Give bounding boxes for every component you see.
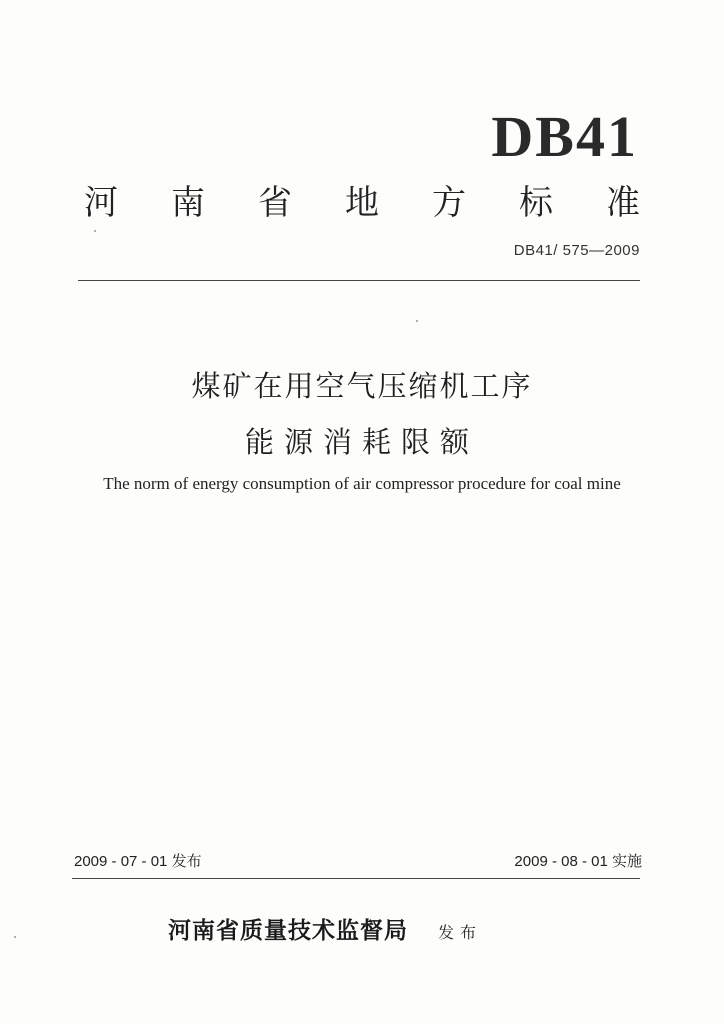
standard-type-char: 标 [519, 183, 553, 223]
standard-number: DB41/ 575—2009 [513, 242, 640, 259]
standard-type-char: 地 [345, 183, 379, 223]
standard-type-title [84, 183, 640, 223]
standard-type-char: 河 [84, 183, 118, 223]
bottom-divider [72, 878, 640, 879]
issue-label: 发布 [438, 923, 483, 942]
standard-type-char: 方 [432, 183, 466, 223]
standard-type-char: 南 [171, 183, 205, 223]
scan-speck [14, 936, 16, 938]
document-title-cn-line1: 煤矿在用空气压缩机工序 [191, 369, 533, 403]
standard-type-char: 准 [606, 183, 640, 223]
top-divider [78, 280, 640, 281]
scan-speck [416, 320, 418, 322]
issuing-authority: 河南省质量技术监督局 [168, 918, 408, 944]
document-title-cn-line2: 能源消耗限额 [244, 425, 479, 459]
issue-date: 2009 - 07 - 01 发布 [74, 853, 202, 870]
standard-code-mark: DB41 [491, 104, 638, 169]
document-title-en: The norm of energy consumption of air compressor procedure for coal mine [103, 474, 621, 493]
scan-speck [94, 230, 96, 232]
issuer-row [168, 912, 482, 945]
standard-type-char: 省 [258, 183, 292, 223]
implementation-date: 2009 - 08 - 01 实施 [514, 853, 642, 870]
